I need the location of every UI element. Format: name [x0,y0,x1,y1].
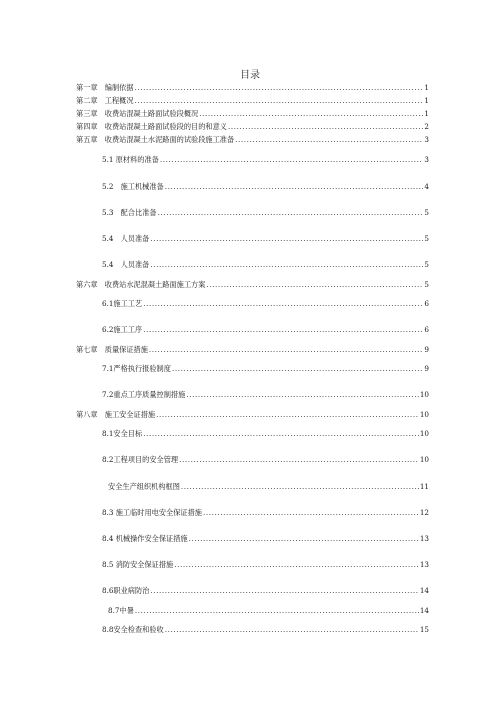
toc-entry[interactable] [102,325,429,334]
toc-entry-label: 第八章 施工安全证措施 [76,410,156,419]
toc-entry[interactable] [76,135,429,144]
leader-dots [143,325,423,334]
leader-dots [165,625,419,634]
toc-entry-label: 第一章 编制依据 [76,83,134,92]
leader-dots [150,234,423,243]
toc-entry-page: 1 [424,109,429,118]
toc-entry-page: 5 [424,208,429,217]
toc-entry[interactable] [76,109,429,118]
toc-entry-page: 3 [424,155,429,164]
toc-entry[interactable] [102,560,429,569]
leader-dots [174,560,419,569]
toc-entry-label: 第三章 收费站混凝土路面试验段概况 [76,109,199,118]
toc-entry-label: 8.4 机械操作安全保证措施 [102,534,188,543]
leader-dots [165,182,424,191]
toc-entry-label: 7.2重点工序质量控制措施 [102,390,186,399]
toc-entry[interactable] [76,345,429,354]
toc-entry-page: 5 [424,234,429,243]
toc-entry-label: 8.8安全检查和验收 [102,625,164,634]
toc-entry-label: 第四章 收费站混凝土路面试验段的目的和意义 [76,122,227,131]
toc-entry-page: 11 [419,482,429,491]
leader-dots [156,410,419,419]
toc-entry[interactable] [102,234,429,243]
toc-entry-label: 6.2施工工序 [102,325,143,334]
toc-entry-page: 10 [419,410,429,419]
toc-entry-label: 5.4 人员准备 [102,234,150,243]
toc-entry-label: 第五章 收费站混凝土水泥路面的试验段施工准备 [76,135,235,144]
toc-entry[interactable] [76,83,429,92]
toc-entry-label: 第二章 工程概况 [76,96,134,105]
toc-title: 目录 [240,70,260,81]
leader-dots [158,208,424,217]
toc-entry-page: 2 [424,122,429,131]
leader-dots [149,345,424,354]
leader-dots [172,364,423,373]
toc-entry-page: 13 [419,560,429,569]
toc-entry[interactable] [108,482,429,491]
toc-entry-label: 5.3 配合比准备 [102,208,157,217]
leader-dots [135,83,424,92]
toc-entry-page: 1 [424,83,429,92]
leader-dots [143,299,423,308]
toc-entry[interactable] [102,534,429,543]
toc-entry[interactable] [102,182,429,191]
toc-entry-label: 安全生产组织机构框图 [108,482,180,491]
toc-entry-label: 8.3 施工临时用电安全保证措施 [102,508,202,517]
toc-entry-label: 8.5 消防安全保证措施 [102,560,174,569]
toc-entry-page: 9 [424,345,429,354]
toc-entry[interactable] [102,455,429,464]
toc-entry[interactable] [76,122,429,131]
toc-entry-label: 第六章 收费站水泥混凝土路面施工方案 [76,280,206,289]
toc-entry-page: 3 [424,135,429,144]
toc-entry[interactable] [108,606,429,615]
leader-dots [181,482,419,491]
toc-entry-label: 8.7中暑 [108,606,134,615]
toc-entry-page: 1 [424,96,429,105]
toc-entry[interactable] [76,96,429,105]
toc-entry[interactable] [102,508,429,517]
toc-entry-page: 14 [419,586,429,595]
leader-dots [135,606,419,615]
leader-dots [228,122,423,131]
toc-entry[interactable] [102,625,429,634]
toc-entry[interactable] [102,208,429,217]
toc-entry-label: 6.1施工工艺 [102,299,143,308]
leader-dots [179,455,419,464]
leader-dots [160,155,424,164]
leader-dots [150,586,418,595]
leader-dots [186,390,419,399]
toc-entry-page: 10 [419,429,429,438]
leader-dots [189,534,419,543]
toc-entry[interactable] [102,586,429,595]
toc-entry-page: 9 [424,364,429,373]
leader-dots [235,135,423,144]
leader-dots [150,260,423,269]
toc-entry[interactable] [102,429,429,438]
toc-entry[interactable] [102,364,429,373]
toc-entry-page: 15 [419,625,429,634]
toc-entry-page: 10 [419,455,429,464]
leader-dots [203,508,419,517]
toc-entry[interactable] [102,155,429,164]
leader-dots [143,429,419,438]
toc-entry-page: 6 [424,325,429,334]
leader-dots [206,280,423,289]
toc-entry-label: 8.6职业病防治 [102,586,150,595]
toc-entry-page: 14 [419,606,429,615]
toc-entry-label: 7.1严格执行报验制度 [102,364,171,373]
toc-entry-label: 5.2 施工机械准备 [102,182,164,191]
toc-entry-page: 12 [419,508,429,517]
toc-entry-page: 5 [424,260,429,269]
toc-entry-page: 5 [424,280,429,289]
leader-dots [135,96,424,105]
toc-entry[interactable] [76,410,429,419]
toc-entry-page: 6 [424,299,429,308]
toc-entry-label: 8.2工程项目的安全管理 [102,455,179,464]
toc-entry[interactable] [76,280,429,289]
toc-entry[interactable] [102,260,429,269]
toc-entry-label: 8.1安全目标 [102,429,143,438]
toc-entry-label: 5.4 人员准备 [102,260,150,269]
toc-entry[interactable] [102,390,429,399]
toc-entry-page: 4 [424,182,429,191]
toc-entry-page: 10 [419,390,429,399]
toc-entry-label: 5.1 原材料的准备 [102,155,159,164]
toc-entry[interactable] [102,299,429,308]
toc-entry-page: 13 [419,534,429,543]
toc-entry-label: 第七章 质量保证措施 [76,345,148,354]
leader-dots [199,109,423,118]
